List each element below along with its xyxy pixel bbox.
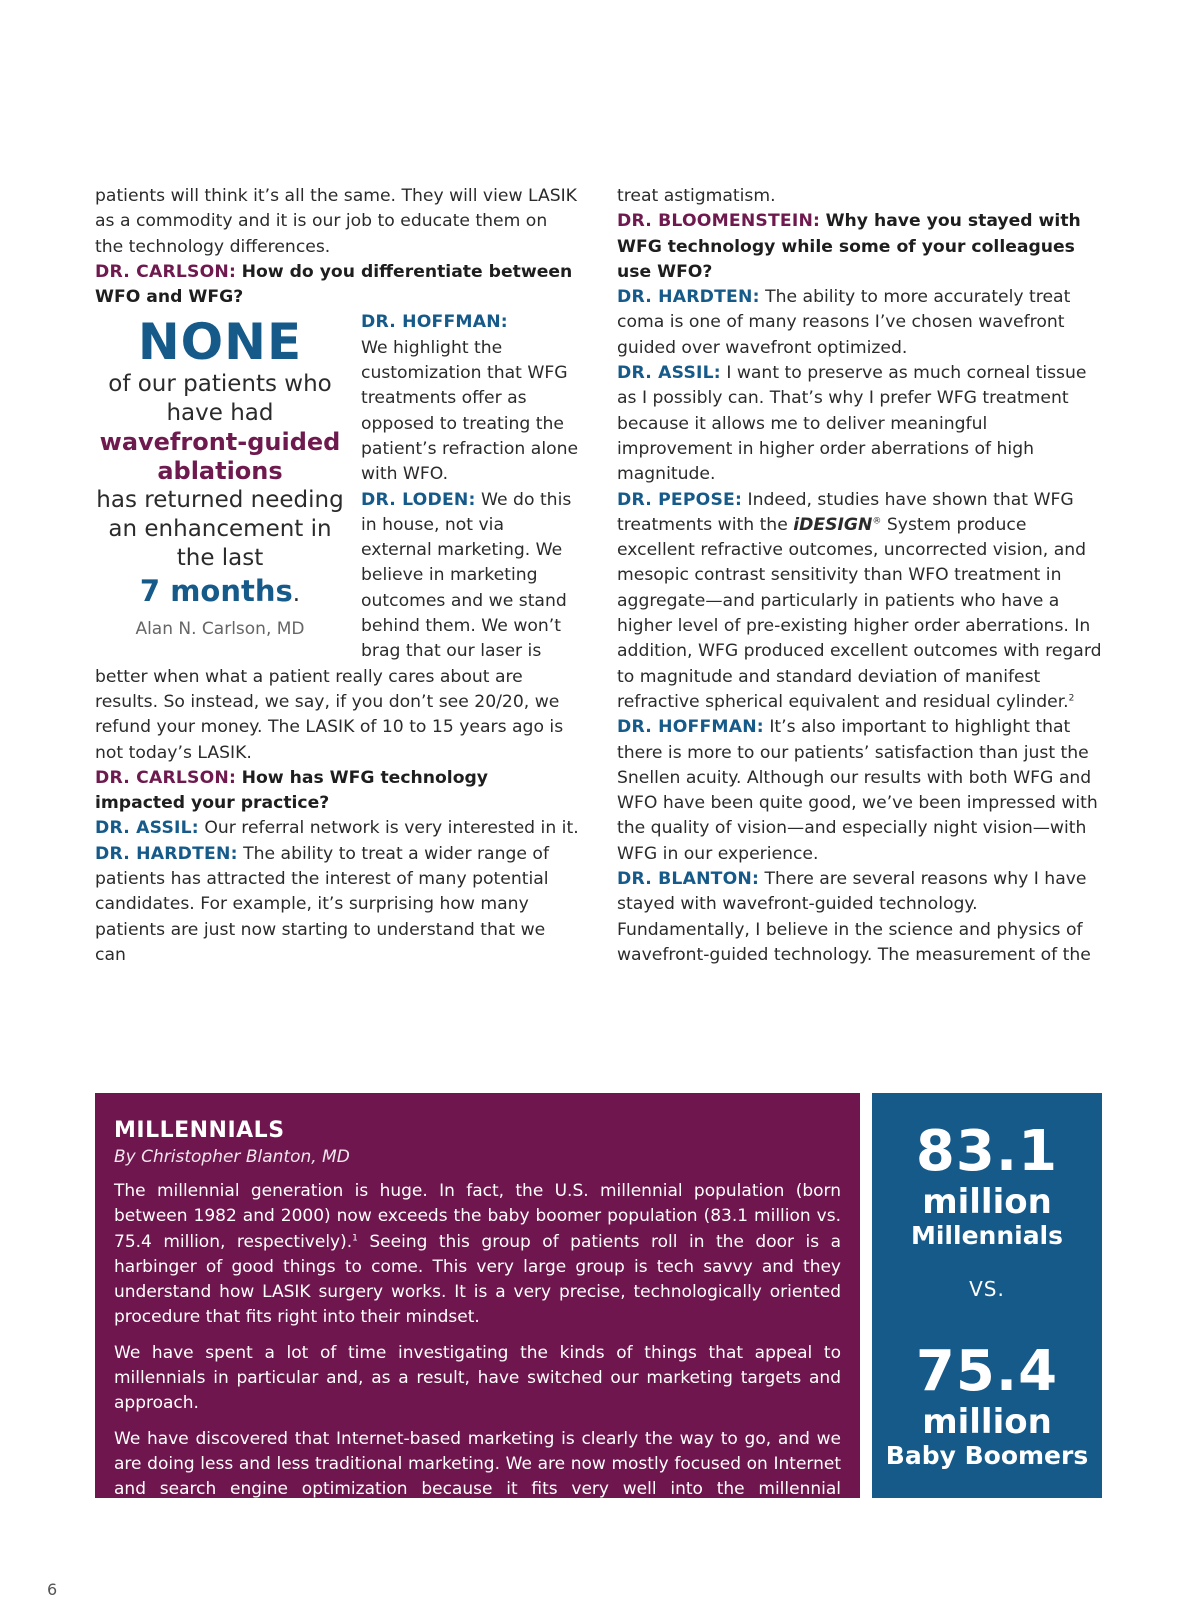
sidebar-title: MILLENNIALS (114, 1118, 285, 1143)
millennials-sidebar (95, 1093, 860, 1525)
question-differentiate (95, 260, 580, 311)
question-text: Why have you stayed with WFG technology while some of your colleagues use WFO? (617, 211, 1081, 282)
answer-assil (617, 361, 1107, 487)
sidebar-paragraph-2: We have spent a lot of time investigating the kinds of things that appeal to millennials in particular and, as a result, have switched our marketing targets and approach. (114, 1342, 841, 1414)
answer-hardten (617, 285, 1107, 361)
speaker-hoffman: DR. HOFFMAN: (361, 312, 508, 333)
sidebar-text: Seeing this group of patients roll in the door is a harbinger of good things to come. This very large group is tech savvy and they understand how LASIK surgery works. It is a very precise, technologically oriented procedure that fits right into their mindset. (114, 1231, 841, 1328)
answer-text: Indeed, studies have shown that WFG treatments with the (617, 489, 1074, 535)
answer-text: Our referral network is very interested in it. (204, 818, 579, 839)
sidebar-byline: By Christopher Blanton, MD (114, 1147, 350, 1167)
speaker-assil: DR. ASSIL: (95, 818, 199, 839)
boomers-unit: million (922, 1402, 1052, 1442)
pull-quote-headline: NONE (137, 313, 303, 372)
answer-hoffman (617, 715, 1107, 867)
pull-quote-period: . (292, 581, 301, 608)
pull-quote-author: Alan N. Carlson, MD (135, 618, 305, 639)
question-impact (95, 766, 580, 817)
answer-text: We do this in house, not via external marketing. We believe in marketing outcomes and we stand behind them. We won’t brag that our laser is better when what a patient really cares about are results. So instead, we say, if you don’t see 20/20, we refund your money. The LASIK of 10 to 15 years ago is not today’s LASIK. (95, 489, 572, 763)
millennials-count: 83.1 (915, 1119, 1059, 1184)
versus-label: VS. (969, 1277, 1005, 1301)
speaker-carlson: DR. CARLSON: (95, 767, 237, 788)
speaker-pepose: DR. PEPOSE: (617, 489, 743, 510)
pull-quote-number-line (95, 573, 345, 609)
answer-text: System produce excellent refractive outcomes, uncorrected vision, and mesopic contrast sensitivity than WFO treatment in aggregate—and particularly in patients who have a higher level of pre-existing higher order aberrations. In addition, WFG produced excellent outcomes with regard to magnitude and standard deviation of manifest refractive spherical equivalent and residual cylinder. (617, 514, 1102, 712)
answer-pepose (617, 488, 1107, 716)
answer-text: I want to preserve as much corneal tissue as I possibly can. That’s why I prefer WFG treatment because it allows me to deliver meaningful improvement in higher order aberrations of high magnitude. (617, 363, 1087, 485)
right-column (617, 184, 1107, 968)
pull-quote (95, 310, 345, 641)
question-why-stayed (617, 209, 1107, 285)
right-intro-paragraph: treat astigmatism. (617, 186, 776, 206)
reference-number: 1 (352, 1232, 358, 1243)
brand-name: iDESIGN (793, 514, 873, 535)
speaker-assil: DR. ASSIL: (617, 363, 721, 384)
reference-number: 2 (1068, 693, 1075, 704)
speaker-hardten: DR. HARDTEN: (617, 287, 760, 308)
pull-quote-number: 7 months (139, 574, 293, 609)
speaker-hardten: DR. HARDTEN: (95, 843, 238, 864)
pull-quote-line1: of our patients who have had (108, 371, 332, 427)
pull-quote-line2: has returned needing an enhancement in the last (96, 487, 344, 572)
answer-text: The ability to treat a wider range of patients has attracted the interest of many potential candidates. For example, it’s surprising how many patients are just now starting to understand that we can (95, 843, 550, 965)
answer-text: There are several reasons why I have stayed with wavefront-guided technology. Fundamentally, I believe in the science and physics of wavefront-guided technology. The measurement of the (617, 869, 1091, 965)
left-intro-paragraph: patients will think it’s all the same. They will view LASIK as a commodity and it is our job to educate them on the technology differences. (95, 186, 577, 257)
answer-hardten (95, 842, 580, 968)
answer-blanton (617, 867, 1107, 968)
question-text: How has WFG technology impacted your practice? (95, 767, 489, 814)
answer-text: The ability to more accurately treat coma is one of many reasons I’ve chosen wavefront guided over wavefront optimized. (617, 287, 1071, 358)
boomers-count: 75.4 (915, 1339, 1059, 1404)
speaker-carlson: DR. CARLSON: (95, 261, 237, 282)
answer-text: It’s also important to highlight that there is more to our patients’ satisfaction than just the Snellen acuity. Although our results with both WFG and WFO have been quite good, we’ve been impressed with the quality of vision—and especially night vision—with WFG in our experience. (617, 717, 1098, 864)
question-text: How do you differentiate between WFO and WFG? (95, 261, 573, 308)
millennials-label: Millennials (910, 1221, 1064, 1250)
population-stats-box (872, 1093, 1102, 1498)
page-number: 6 (47, 1580, 58, 1599)
pull-quote-highlight: wavefront-guided ablations (99, 428, 341, 486)
speaker-hoffman: DR. HOFFMAN: (617, 717, 764, 738)
sidebar-text: The millennial generation is huge. In fact, the U.S. millennial population (born between 1982 and 2000) now exceeds the baby boomer population (83.1 million vs. 75.4 million, respectively). (114, 1181, 841, 1252)
left-column (95, 184, 580, 968)
sidebar-paragraph-3: We have discovered that Internet-based marketing is clearly the way to go, and we are doing less and less traditional marketing. We are now mostly focused on Internet and search engine optimization because it fits very well into the millennial demographic. (114, 1428, 841, 1525)
speaker-loden: DR. LODEN: (361, 489, 476, 510)
answer-text: We highlight the customization that WFG treatments offer as opposed to treating the patient’s refraction alone with WFO. (361, 337, 579, 485)
registered-mark: ® (872, 516, 882, 527)
sidebar-paragraph-1 (114, 1179, 841, 1331)
answer-assil (95, 816, 580, 841)
boomers-label: Baby Boomers (885, 1441, 1089, 1470)
speaker-bloomenstein: DR. BLOOMENSTEIN: (617, 211, 821, 232)
millennials-unit: million (922, 1182, 1052, 1222)
speaker-blanton: DR. BLANTON: (617, 869, 760, 890)
